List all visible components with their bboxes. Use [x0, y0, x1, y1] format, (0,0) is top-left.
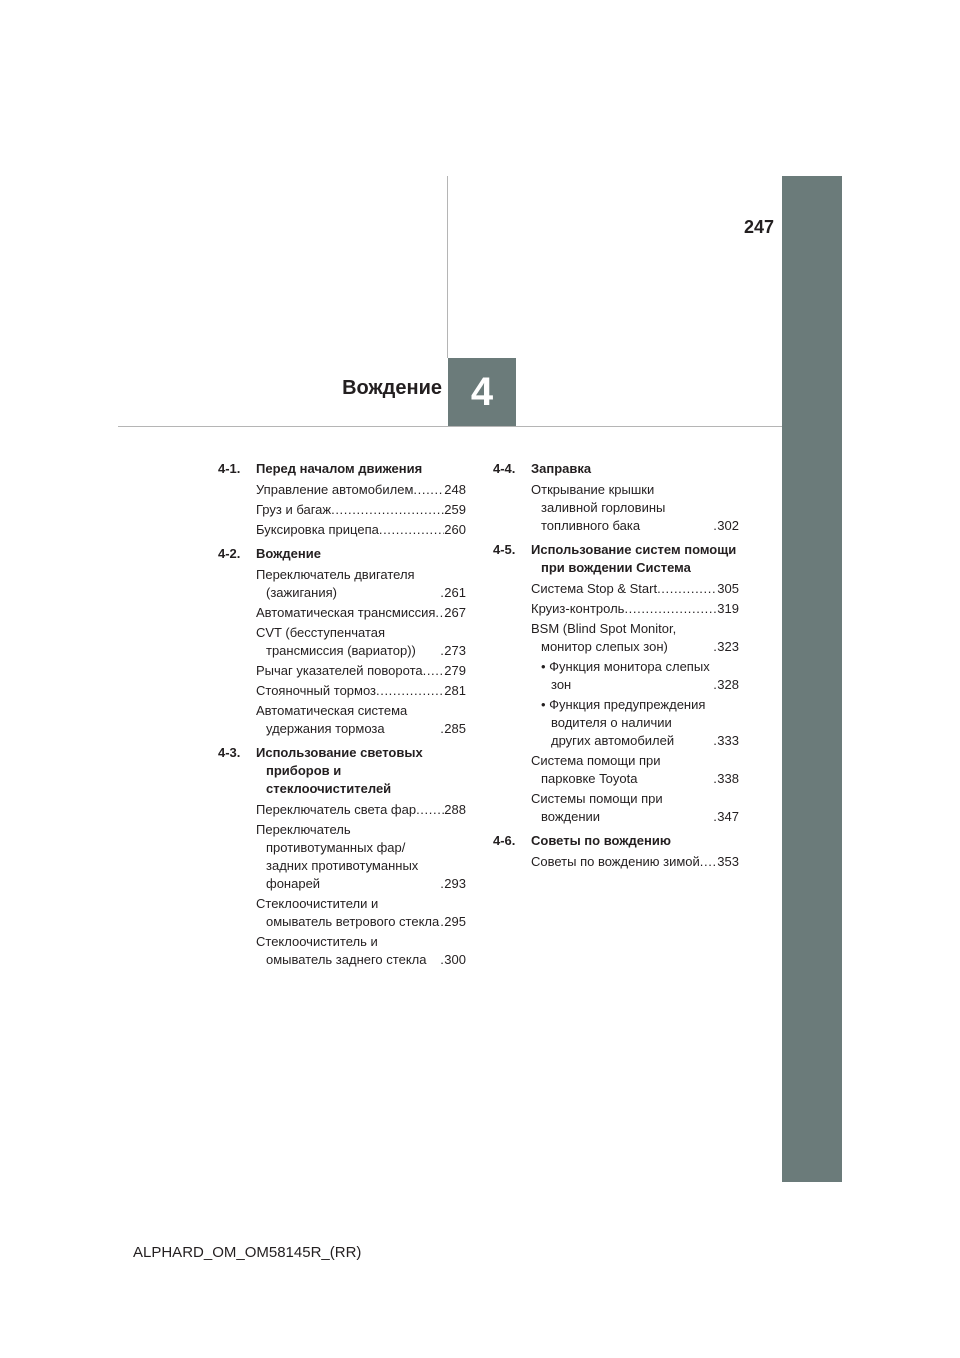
- entry-title: Стеклоочистители и омыватель ветрового стекла: [256, 896, 440, 929]
- toc-section: [493, 541, 739, 826]
- entry-page-number: 347: [717, 809, 739, 824]
- toc-section: [218, 545, 466, 738]
- entry-page-number: 259: [444, 502, 466, 517]
- entry-title: Переключатель света фар: [256, 802, 417, 817]
- entry-page-number: 261: [444, 585, 466, 600]
- toc-entry[interactable]: [256, 895, 466, 931]
- entry-page-number: 288: [444, 802, 466, 817]
- toc-entry[interactable]: [531, 620, 739, 656]
- section-heading: [218, 460, 466, 478]
- toc-section: [218, 744, 466, 969]
- section-number: 4-3.: [218, 745, 241, 760]
- dot-leader: [657, 580, 717, 598]
- chapter-side-tab: [782, 176, 842, 1182]
- toc-entry[interactable]: [256, 933, 466, 969]
- entry-page-number: 295: [444, 914, 466, 929]
- entry-page-number: 273: [444, 643, 466, 658]
- section-title: Заправка: [531, 461, 592, 476]
- chapter-number-box: 4: [448, 358, 516, 426]
- toc-entry[interactable]: [256, 682, 466, 700]
- entry-title: Автоматическая трансмиссия: [256, 605, 436, 620]
- entry-title: Груз и багаж: [256, 502, 332, 517]
- section-number: 4-6.: [493, 833, 516, 848]
- entry-page-number: 267: [444, 605, 466, 620]
- entry-page-number: 338: [717, 771, 739, 786]
- toc-entry[interactable]: [531, 752, 739, 788]
- dot-leader: [416, 801, 444, 819]
- dot-leader: [423, 662, 445, 680]
- dot-leader: [379, 521, 444, 539]
- entry-title: Система помощи при парковке Toyota: [531, 753, 661, 786]
- section-title: Перед началом движения: [256, 461, 423, 476]
- toc-section: [493, 832, 739, 871]
- section-number: 4-5.: [493, 542, 516, 557]
- entry-title: • Функция монитора слепых зон: [541, 659, 710, 692]
- section-title: Советы по вождению: [531, 833, 671, 848]
- entry-title: Стеклоочиститель и омыватель заднего стекла: [256, 934, 427, 967]
- toc-column-left: [218, 460, 466, 975]
- toc-subentry[interactable]: [541, 658, 739, 694]
- toc-entry[interactable]: [531, 580, 739, 598]
- toc-entry[interactable]: [256, 501, 466, 519]
- dot-leader: [376, 682, 444, 700]
- toc-section: [218, 460, 466, 539]
- entry-title: • Функция предупреждения водителя о наличии других автомобилей: [541, 697, 706, 748]
- entry-page-number: 293: [444, 876, 466, 891]
- entry-page-number: 333: [717, 733, 739, 748]
- entry-title: Стояночный тормоз: [256, 683, 377, 698]
- entry-title: CVT (бесступенчатая трансмиссия (вариатор)): [256, 625, 416, 658]
- toc-entry[interactable]: [256, 702, 466, 738]
- section-heading: [493, 541, 739, 577]
- header-vertical-rule: [447, 176, 448, 358]
- entry-page-number: 353: [717, 854, 739, 869]
- entry-page-number: 323: [717, 639, 739, 654]
- entry-page-number: 328: [717, 677, 739, 692]
- toc-entry[interactable]: [256, 521, 466, 539]
- toc-column-right: [493, 460, 739, 877]
- section-number: 4-4.: [493, 461, 516, 476]
- dot-leader: [700, 853, 718, 871]
- entry-page-number: 319: [717, 601, 739, 616]
- section-title: Вождение: [256, 546, 321, 561]
- entry-page-number: 300: [444, 952, 466, 967]
- chapter-title: Вождение: [342, 377, 442, 399]
- dot-leader: [331, 501, 444, 519]
- section-number: 4-1.: [218, 461, 241, 476]
- document-code: ALPHARD_OM_OM58145R_(RR): [133, 1244, 362, 1261]
- entry-title: Переключатель противотуманных фар/ задних противотуманных фонарей: [256, 822, 419, 891]
- entry-title: Рычаг указателей поворота: [256, 663, 423, 678]
- toc-entry[interactable]: [256, 604, 466, 622]
- entry-title: Круиз-контроль: [531, 601, 625, 616]
- dot-leader: [413, 481, 444, 499]
- entry-title: Переключатель двигателя (зажигания): [256, 567, 415, 600]
- page-number: 247: [744, 217, 775, 237]
- entry-page-number: 302: [717, 518, 739, 533]
- section-title: Использование систем помощи при вождении Система: [531, 542, 737, 575]
- entry-title: Управление автомобилем: [256, 482, 414, 497]
- entry-title: Советы по вождению зимой: [531, 854, 700, 869]
- toc-entry[interactable]: [256, 481, 466, 499]
- toc-entry[interactable]: [531, 790, 739, 826]
- entry-title: Системы помощи при вождении: [531, 791, 663, 824]
- toc-entry[interactable]: [531, 853, 739, 871]
- entry-title: Система Stop & Start: [531, 581, 658, 596]
- dot-leader: [624, 600, 717, 618]
- entry-page-number: 281: [444, 683, 466, 698]
- entry-page-number: 305: [717, 581, 739, 596]
- toc-entry[interactable]: [256, 821, 466, 893]
- entry-title: Автоматическая система удержания тормоза: [256, 703, 408, 736]
- section-heading: [218, 744, 466, 798]
- entry-title: Буксировка прицепа: [256, 522, 379, 537]
- section-title: Использование световых приборов и стеклоочистителей: [256, 745, 423, 796]
- section-heading: [493, 460, 739, 478]
- toc-entry[interactable]: [256, 662, 466, 680]
- section-heading: [218, 545, 466, 563]
- section-number: 4-2.: [218, 546, 241, 561]
- toc-subentry[interactable]: [541, 696, 739, 750]
- header-horizontal-rule: [118, 426, 782, 427]
- toc-entry[interactable]: [531, 481, 739, 535]
- entry-title: Открывание крышки заливной горловины топливного бака: [531, 482, 666, 533]
- entry-page-number: 285: [444, 721, 466, 736]
- section-heading: [493, 832, 739, 850]
- entry-page-number: 260: [444, 522, 466, 537]
- toc-entry[interactable]: [531, 600, 739, 618]
- toc-entry[interactable]: [256, 801, 466, 819]
- toc-entry[interactable]: [256, 566, 466, 602]
- entry-title: BSM (Blind Spot Monitor, монитор слепых зон): [531, 621, 677, 654]
- toc-entry[interactable]: [256, 624, 466, 660]
- entry-page-number: 248: [444, 482, 466, 497]
- dot-leader: [435, 604, 444, 622]
- toc-section: [493, 460, 739, 535]
- entry-page-number: 279: [444, 663, 466, 678]
